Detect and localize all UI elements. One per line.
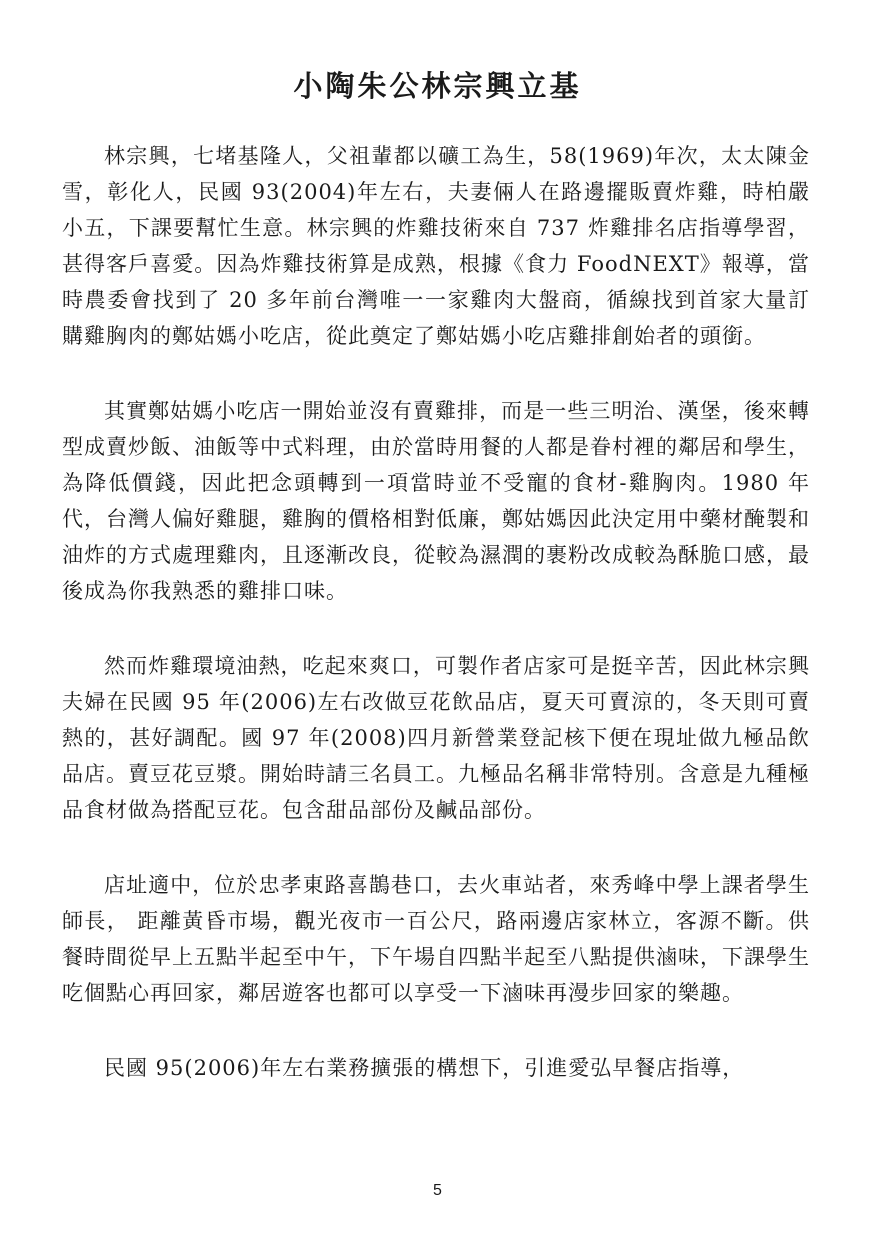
- article-body: [62, 138, 810, 1125]
- page-title: 小陶朱公林宗興立基: [293, 69, 582, 103]
- paragraph-3: 然而炸雞環境油熱，吃起來爽口，可製作者店家可是挺辛苦，因此林宗興夫婦在民國 95 年(2006)左右改做豆花飲品店，夏天可賣涼的，冬天則可賣熱的，甚好調配。國 97 年(2008)四月新營業登記核下便在現址做九極品飲品店。賣豆花豆漿。開始時請三名員工。九極品名稱非常特別。含意是九種極品食材做為搭配豆花。包含甜品部份及鹹品部份。: [62, 654, 810, 822]
- paragraph-2: 其實鄭姑媽小吃店一開始並沒有賣雞排，而是一些三明治、漢堡，後來轉型成賣炒飯、油飯等中式料理，由於當時用餐的人都是眷村裡的鄰居和學生，為降低價錢，因此把念頭轉到一項當時並不受寵的食材-雞胸肉。1980 年代，台灣人偏好雞腿，雞胸的價格相對低廉，鄭姑媽因此決定用中藥材醃製和油炸的方式處理雞肉，且逐漸改良，從較為濕潤的裹粉改成較為酥脆口感，最後成為你我熟悉的雞排口味。: [62, 399, 810, 603]
- paragraph-4: 店址適中，位於忠孝東路喜鵲巷口，去火車站者，來秀峰中學上課者學生師長， 距離黃昏市場，觀光夜市一百公尺，路兩邊店家林立，客源不斷。供餐時間從早上五點半起至中午，下午場自四點半起至八點提供滷味，下課學生吃個點心再回家，鄰居遊客也都可以享受一下滷味再漫步回家的樂趣。: [62, 873, 810, 1005]
- paragraph-5: 民國 95(2006)年左右業務擴張的構想下，引進愛弘早餐店指導，: [104, 1056, 745, 1080]
- paragraph-1: 林宗興，七堵基隆人，父祖輩都以礦工為生，58(1969)年次，太太陳金雪，彰化人，民國 93(2004)年左右，夫妻倆人在路邊擺販賣炸雞，時柏嚴小五，下課要幫忙生意。林宗興的炸雞技術來自 737 炸雞排名店指導學習，甚得客戶喜愛。因為炸雞技術算是成熟，根據《食力 FoodNEXT》報導，當時農委會找到了 20 多年前台灣唯一一家雞肉大盤商，循線找到首家大量訂購雞胸肉的鄭姑媽小吃店，從此奠定了鄭姑媽小吃店雞排創始者的頭銜。: [62, 144, 810, 348]
- page-number: 5: [433, 1182, 442, 1199]
